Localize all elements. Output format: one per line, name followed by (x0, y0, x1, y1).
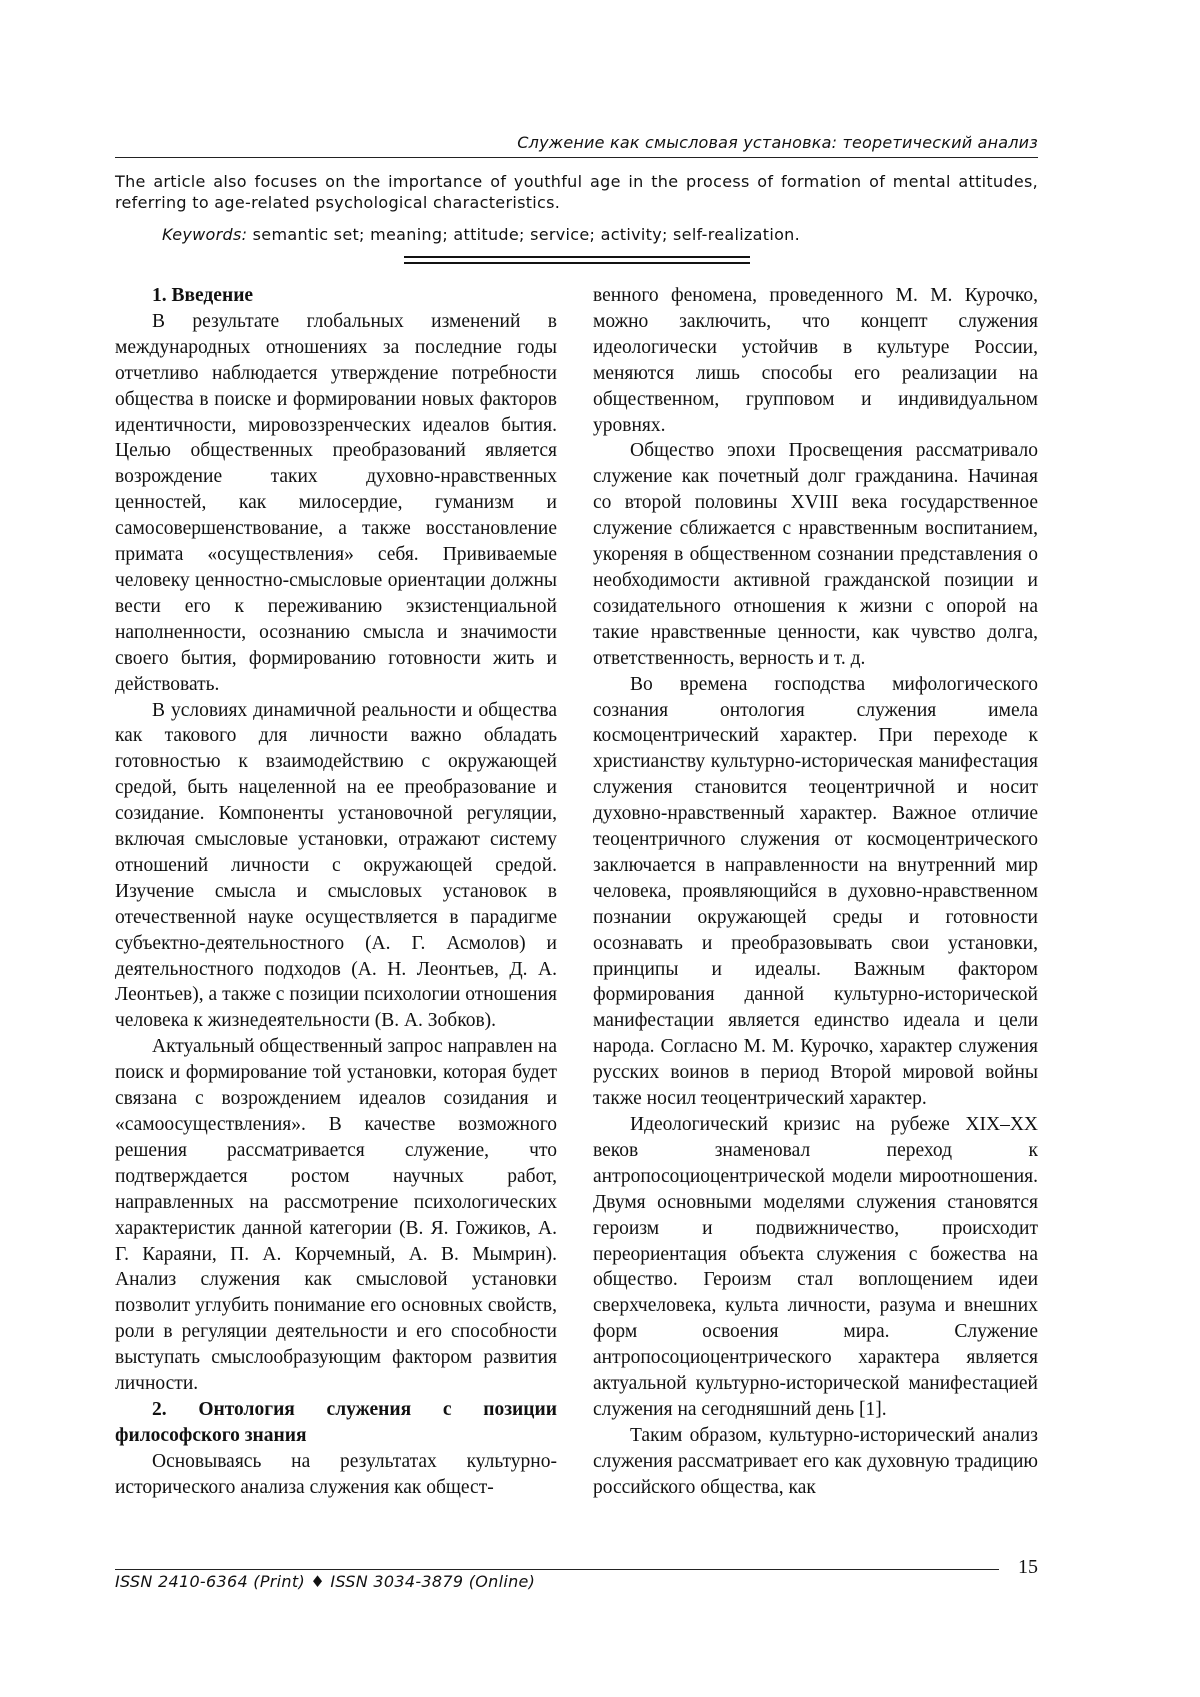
left-column (115, 283, 557, 1501)
keywords-list: semantic set; meaning; attitude; service; activity; self-realization. (252, 225, 800, 244)
footer-rule (115, 1569, 999, 1570)
header-rule (115, 157, 1038, 158)
paragraph: В условиях динамичной реальности и общества как такового для личности важно обладать готовностью к взаимодействию с окружающей средой, быть нацеленной на ее преобразование и созидание. Компоненты установочной регуляции, включая смысловые установки, отражают систему отношений личности с окружающей средой. Изучение смысла и смысловых установок в отечественной науке осуществляется в парадигме субъектно-деятельностного (А. Г. Асмолов) и деятельностного подходов (А. Н. Леонтьев, Д. А. Леонтьев), а также с позиции психологии отношения человека к жизнедеятельности (В. А. Зобков). (115, 699, 557, 1032)
paragraph: Основываясь на результатах культурно-исторического анализа служения как общест- (115, 1450, 557, 1498)
paragraph: Актуальный общественный запрос направлен на поиск и формирование той установки, которая будет связана с возрождением идеалов созидания и «самоосуществления». В качестве возможного решения рассматривается служение, что подтверждается ростом научных работ, направленных на рассмотрение психологических характеристик данной категории (В. Я. Гожиков, А. Г. Караяни, П. А. Корчемный, А. В. Мымрин). Анализ служения как смысловой установки позволит углубить понимание его основных свойств, роли в регуляции деятельности и его способности выступать смыслообразующим фактором развития личности. (115, 1036, 557, 1395)
paragraph: В результате глобальных изменений в международных отношениях за последние годы отчетливо наблюдается утверждение потребности общества в поиске и формировании новых факторов идентичности, мировоззренческих идеалов бытия. Целью общественных преобразований является возрождение таких духовно-нравственных ценностей, как милосердие, гуманизм и самосовершенствование, а также восстановление примата «осуществления» себя. Прививаемые человеку ценностно-смысловые ориентации должны вести его к переживанию экзистенциальной наполненности, осознанию смысла и значимости своего бытия, формированию готовности жить и действовать. (115, 310, 557, 695)
paragraph: Во времена господства мифологического сознания онтология служения имела космоцентрический характер. При переходе к христианству культурно-историческая манифестация служения становится теоцентричной и носит духовно-нравственный характер. Важное отличие теоцентричного служения от космоцентрического заключается в направленности на внутренний мир человека, проявляющийся в духовно-нравственном познании окружающей среды и готовности осознавать и преобразовывать свои установки, принципы и идеалы. Важным фактором формирования данной культурно-исторической манифестации является единство идеала и цели народа. Согласно М. М. Курочко, характер служения русских воинов в период Второй мировой войны также носил теоцентрический характер. (593, 673, 1038, 1110)
paragraph: Идеологический кризис на рубеже XIX–XX веков знаменовал переход к антропосоциоцентрической модели мироотношения. Двумя основными моделями служения становятся героизм и подвижничество, происходит переориентация объекта служения с божества на общество. Героизм стал воплощением идеи сверхчеловека, культа личности, разума и внешних форм освоения мира. Служение антропосоциоцентрического характера является актуальной культурно-исторической манифестацией служения на сегодняшний день [1]. (593, 1114, 1038, 1420)
double-divider (404, 256, 750, 264)
running-title: Служение как смысловая установка: теоретический анализ (517, 133, 1038, 152)
section-2-heading: 2. Онтология служения с позиции философского знания (115, 1398, 557, 1446)
abstract-text: The article also focuses on the importance of youthful age in the process of formation of mental attitudes, referring to age-related psychological characteristics. (115, 172, 1038, 212)
keywords-line (162, 224, 1038, 245)
right-column (593, 283, 1038, 1501)
section-1-heading: 1. Введение (152, 285, 254, 306)
page-number: 15 (1018, 1556, 1038, 1578)
footer-issn: ISSN 2410-6364 (Print) ♦ ISSN 3034-3879 (Online) (115, 1572, 536, 1591)
keywords-label: Keywords: (162, 225, 248, 244)
paragraph: Таким образом, культурно-исторический анализ служения рассматривает его как духовную традицию российского общества, как (593, 1424, 1038, 1498)
paragraph: Общество эпохи Просвещения рассматривало служение как почетный долг гражданина. Начиная со второй половины XVIII века государственное служение сближается с нравственным воспитанием, укореняя в общественном сознании представления о необходимости активной гражданской позиции и созидательного отношения к жизни с опорой на такие нравственные ценности, как чувство долга, ответственность, верность и т. д. (593, 440, 1038, 669)
paragraph: венного феномена, проведенного М. М. Курочко, можно заключить, что концепт служения идеологически устойчив в культуре России, меняются лишь способы его реализации на общественном, групповом и индивидуальном уровнях. (593, 285, 1038, 436)
